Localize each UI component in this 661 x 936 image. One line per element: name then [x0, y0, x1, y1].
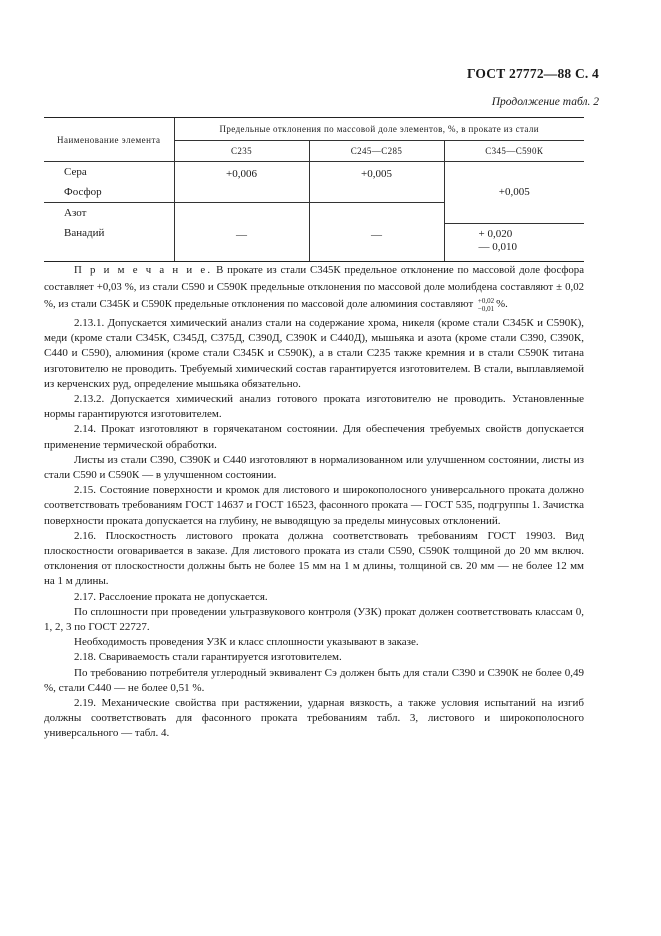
column-header-deviations: Предельные отклонения по массовой доле элементов, %, в прокате из стали — [174, 118, 584, 141]
note-label: П р и м е ч а н и е. — [74, 264, 213, 276]
cell-c245-n-v: — — [309, 203, 444, 262]
cell-c345-vanadium — [444, 223, 584, 262]
paragraph-uzk-order: Необходимость проведения УЗК и класс сплошности указывают в заказе. — [74, 636, 419, 649]
column-header-c345-c590k: С345—С590К — [444, 141, 584, 162]
paragraph-2-17: 2.17. Расслоение проката не допускается. — [74, 590, 268, 603]
aluminium-tolerance-fraction — [478, 297, 494, 313]
paragraph-uzk-classes: По сплошности при проведении ультразвукового контроля (УЗК) прокат должен соответствовать классам 0, 1, 2, 3 по ГОСТ 22727. — [44, 605, 584, 634]
row-label-nitrogen: Азот — [64, 207, 87, 219]
column-header-element-name: Наименование элемента — [44, 118, 174, 162]
column-header-c235: С235 — [174, 141, 309, 162]
frac-upper: +0,02 — [477, 296, 495, 305]
row-label-sulfur: Сера — [64, 166, 87, 178]
paragraph-carbon-equivalent: По требованию потребителя углеродный эквивалент Сэ должен быть для стали С390 и С390К не более 0,49 %, стали С440 — не более 0,51 %. — [44, 666, 584, 694]
paragraph-2-18: 2.18. Свариваемость стали гарантируется изготовителем. — [74, 651, 342, 664]
cell-c245-s-p: +0,005 — [309, 162, 444, 203]
paragraph-2-19: 2.19. Механические свойства при растяжении, ударная вязкость, а также условия испытаний на изгиб должны соответствовать для фасонного проката требованиям табл. 3, листового и широкополосного универсального — табл. 4. — [44, 697, 584, 740]
paragraph-2-13-1: 2.13.1. Допускается химический анализ стали на содержание хрома, никеля (кроме стали С345К и С590К), меди (кроме стали С345К, С345Д, С375Д, С390Д, С390К и С440Д), мышьяка и азота (кроме стали С390, С390К, С440 и С590), алюминия (кроме стали С345К и С590К), а в стали С235 также кремния и в стали С590К титана изготовителю не проводить. Требуемый химический состав гарантируется изготовителем. В стали, выплавляемой из керченских руд, определение мышьяка обязательно. — [44, 317, 584, 390]
cell-c235-n-v: — — [174, 203, 309, 262]
paragraph-2-13-2: 2.13.2. Допускается химический анализ готового проката изготовителю не проводить. Установленные нормы гарантируются изготовителем. — [44, 393, 584, 421]
paragraph-sheets-condition: Листы из стали С390, С390К и С440 изготовляют в нормализованном или улучшенном состоянии, листы из стали С590 и С590К — в улучшенном состоянии. — [44, 453, 584, 482]
table-note — [44, 262, 584, 313]
paragraph-2-16: 2.16. Плоскостность листового проката должна соответствовать требованиям ГОСТ 19903. Вид плоскостности оговаривается в заказе. Для листового проката из стали С590, С590К толщиной до 20 мм включ. отклонения от плоскостности должны быть не более 15 мм на 1 м длины, толщиной св. 20 мм — не более 12 мм на 1 м длины. — [44, 529, 584, 588]
row-label-phosphorus: Фосфор — [44, 182, 174, 203]
vanadium-plus-value: + 0,020 — [478, 227, 513, 240]
deviation-table — [44, 117, 584, 262]
frac-lower: −0,01 — [477, 304, 495, 313]
vanadium-minus-value: — 0,010 — [478, 240, 517, 253]
body-text — [44, 316, 584, 742]
note-tail: %. — [496, 298, 508, 310]
cell-c235-s-p: +0,006 — [174, 162, 309, 203]
table-continuation-label: Продолжение табл. 2 — [491, 96, 599, 108]
note-text: В прокате из стали С345К предельное отклонение по массовой доле фосфора составляет +0,03 %, из стали С590 и С590К предельные отклонения по массовой доле молибдена составляют ± 0,02 %, из стали С345К и С590К предельные отклонения по массовой доле алюминия составляют — [44, 264, 584, 310]
page-header: ГОСТ 27772—88 С. 4 — [466, 66, 599, 81]
paragraph-2-14: 2.14. Прокат изготовляют в горячекатаном состоянии. Для обеспечения требуемых свойств допускается применение термической обработки. — [44, 423, 584, 451]
cell-c345-s-p-n: +0,005 — [444, 162, 584, 224]
paragraph-2-15: 2.15. Состояние поверхности и кромок для листового и широкополосного универсального проката должно соответствовать требованиям ГОСТ 14637 и ГОСТ 16523, фасонного проката — ГОСТ 535, подгруппы 1. Зачистка поверхности проката допускается на глубину, не выводящую за пределы минусовых отклонений. — [44, 484, 584, 527]
column-header-c245-c285: С245—С285 — [309, 141, 444, 162]
row-label-vanadium: Ванадий — [44, 223, 174, 262]
